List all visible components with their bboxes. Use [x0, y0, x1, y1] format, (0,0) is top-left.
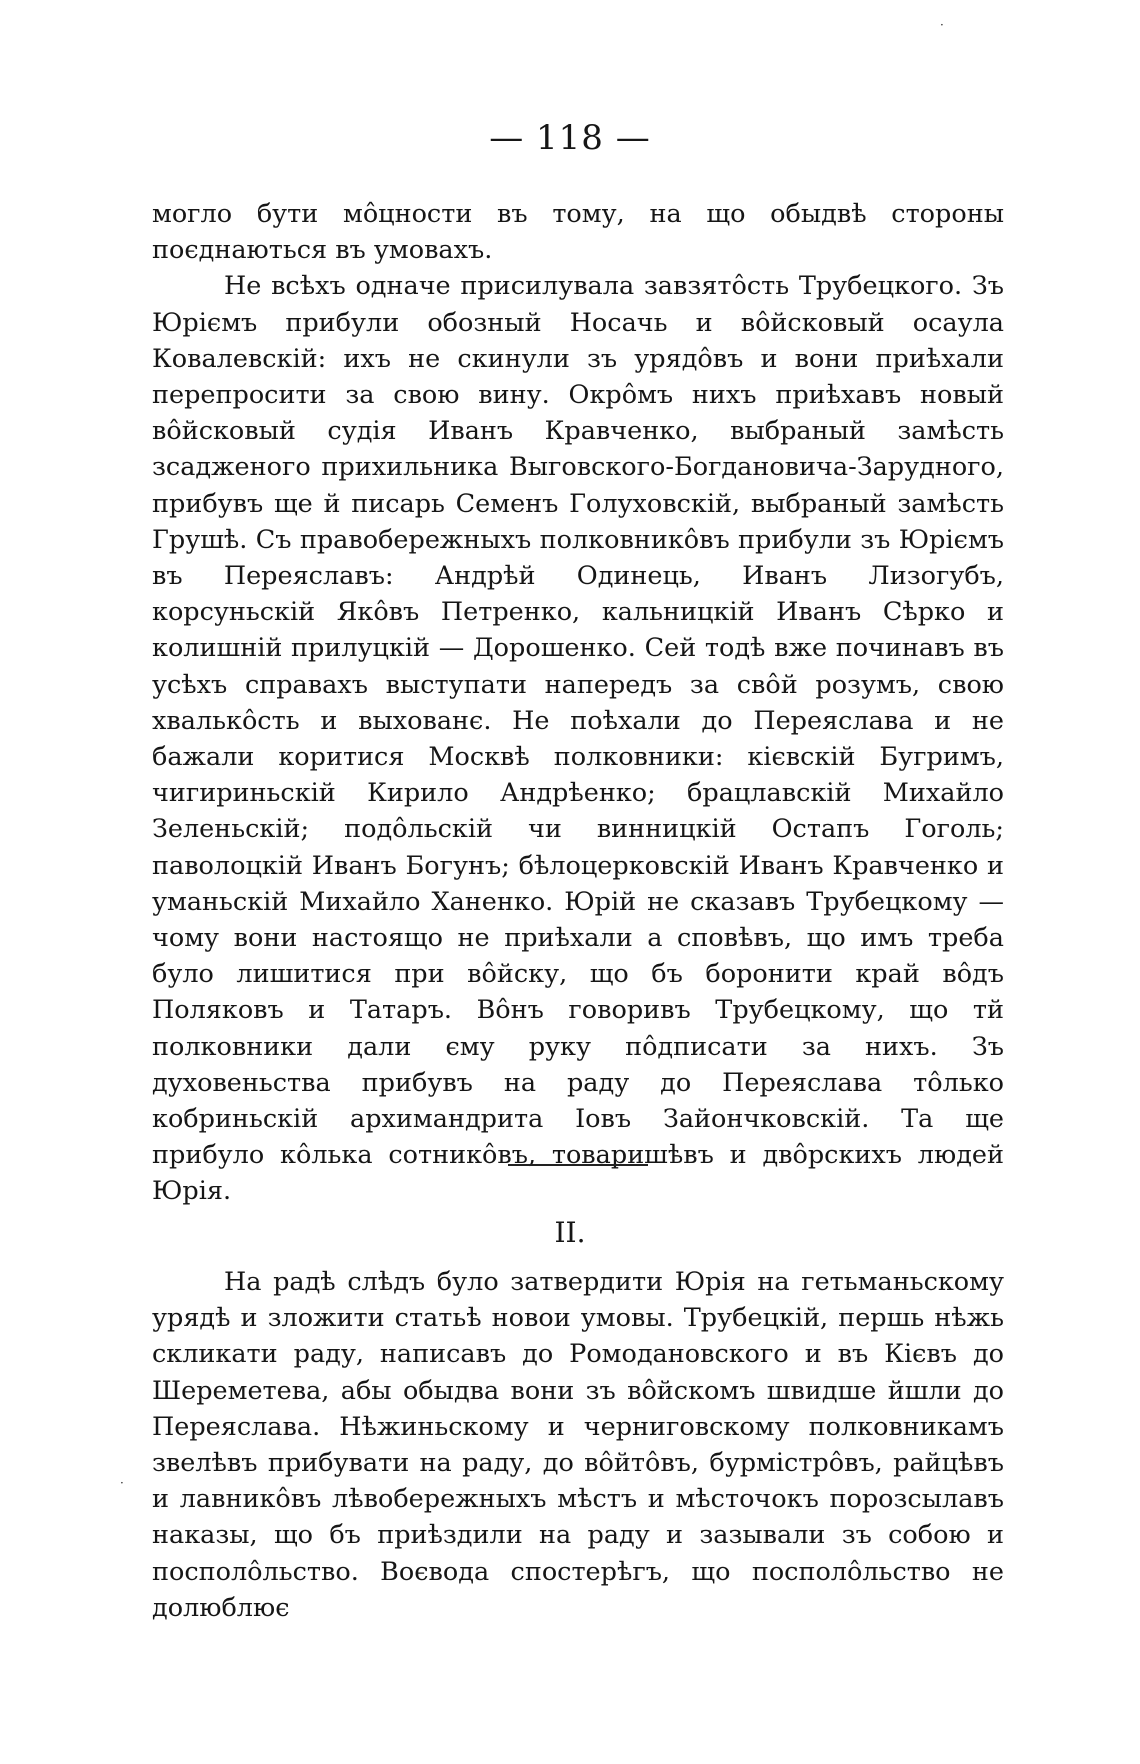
scan-speck-mark: ·	[120, 1476, 124, 1490]
continuation-paragraph: могло бути мôцности въ тому, на що обыдвѣ стороны поєднаються въ умовахъ.	[152, 199, 1004, 266]
text-block-upper	[152, 196, 1004, 1210]
section-divider-rule	[508, 1164, 648, 1166]
paragraph-rada: На радѣ слѣдъ було затвердити Юрія на гетьманьскому урядѣ и зложити статьѣ новои умовы. Трубецкій, першь нѣжь скликати раду, написавъ до Ромодановского и въ Кієвъ до Шереметева, абы обыдва вони зъ вôйскомъ швидше йшли до Переяслава. Нѣжиньскому и черниговскому полковникамъ звелѣвъ прибувати на раду, до вôйтôвъ, бурмістрôвъ, райцѣвъ и лавникôвъ лѣвобережныхъ мѣстъ и мѣсточокъ порозсылавъ наказы, що бъ приѣздили на раду и зазывали зъ собою и посполôльство. Воєвода спостерѣгъ, що посполôльство не долюблює	[152, 1267, 1004, 1623]
page-number: — 118 —	[489, 118, 651, 158]
paragraph-envoys: Не всѣхъ одначе присилувала завзятôсть Трубецкого. Зъ Юріємъ прибули обозный Носачь и вôйсковый осаула Ковалевскій: ихъ не скинули зъ урядôвъ и вони приѣхали перепросити за свою вину. Окрôмъ нихъ приѣхавъ новый вôйсковый судія Иванъ Кравченко, выбраный замѣсть зсадженого прихильника Выговского-Богдановича-Зарудного, прибувъ ще й писарь Семенъ Голуховскій, выбраный замѣсть Грушѣ. Съ правобережныхъ полковникôвъ прибули зъ Юріємъ въ Переяславъ: Андрѣй Одинець, Иванъ Лизогубъ, корсуньскій Якôвъ Петренко, кальницкій Иванъ Сѣрко и колишній прилуцкій — Дорошенко. Сей тодѣ вже починавъ въ усѣхъ справахъ выступати напередъ за свôй розумъ, свою хвалькôсть и выхованє. Не поѣхали до Переяслава и не бажали коритися Москвѣ полковники: кієвскій Бугримъ, чигириньскій Кирило Андрѣенко; брацлавскій Михайло Зеленьскій; подôльскій чи винницкій Остапъ Гоголь; паволоцкій Иванъ Богунъ; бѣлоцерковскій Иванъ Кравченко и уманьскій Михайло Ханенко. Юрій не сказавъ Трубецкому — чому вони настоящо не приѣхали а сповѣвъ, що имъ треба було лишитися при вôйску, що бъ боронити край вôдъ Поляковъ и Татаръ. Вôнъ говоривъ Трубецкому, що тй полковники дали єму руку пôдписати за нихъ. Зъ духовеньства прибувъ на раду до Переяслава тôлько кобриньскій архимандрита Іовъ Зайончковскій. Та ще прибуло кôлька сотникôвъ, товаришѣвъ и двôрскихъ людей Юрія.	[152, 271, 1004, 1207]
section-numeral: II.	[554, 1216, 586, 1249]
text-block-lower	[152, 1264, 1004, 1626]
scan-speck-mark: ·	[940, 18, 944, 32]
